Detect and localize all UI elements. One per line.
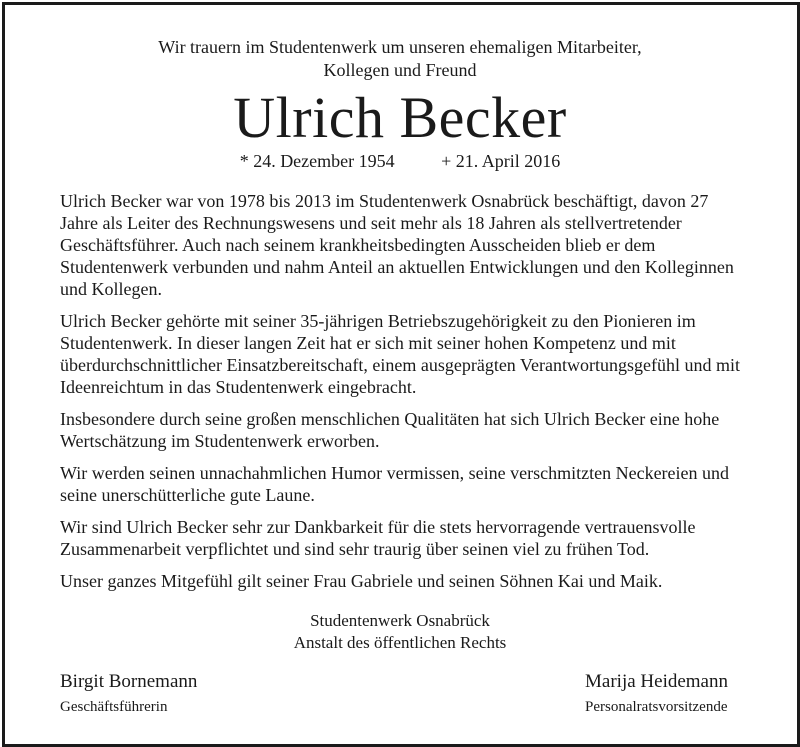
paragraph: Ulrich Becker war von 1978 bis 2013 im Studentenwerk Osnabrück beschäftigt, davon 27 Jahre als Leiter des Rechnungswesens und seit mehr als 18 Jahren als stellvertretender Geschäftsführer. Auch nach seinem krankheitsbedingten Ausscheiden blieb er dem Studentenwerk verbunden und nahm Anteil an aktuellen Entwicklungen und den Kolleginnen und Kollegen.: [60, 191, 734, 299]
paragraph: Unser ganzes Mitgefühl gilt seiner Frau Gabriele und seinen Söhnen Kai und Maik.: [60, 571, 663, 591]
intro-line: Wir trauern im Studentenwerk um unseren ehemaligen Mitarbeiter,: [158, 37, 642, 57]
organization-name: Studentenwerk Osnabrück: [310, 611, 490, 630]
paragraph: Ulrich Becker gehörte mit seiner 35-jährigen Betriebszugehörigkeit zu den Pionieren im Studentenwerk. In dieser langen Zeit hat er sich mit seiner hohen Kompetenz und mit überdurchschnittlicher Einsatzbereitschaft, einem ausgeprägten Verantwortungsgefühl und mit Ideenreichtum in das Studentenwerk eingebracht.: [60, 311, 740, 397]
obituary-body: [60, 190, 740, 592]
organization-type: Anstalt des öffentlichen Rechts: [293, 633, 507, 652]
paragraph: Wir werden seinen unnachahmlichen Humor vermissen, seine verschmitzten Neckereien und seine unerschütterliche gute Laune.: [60, 463, 730, 505]
signature-right: [585, 670, 728, 717]
signatory-name: Marija Heidemann: [585, 671, 728, 692]
intro-text: [0, 36, 800, 82]
paragraph: Wir sind Ulrich Becker sehr zur Dankbarkeit für die stets hervorragende vertrauensvolle Zusammenarbeit verpflichtet und sind sehr traurig über seinen viel zu frühen Tod.: [60, 517, 696, 559]
death-date: + 21. April 2016: [441, 151, 561, 171]
signatory-role: Geschäftsführerin: [60, 699, 168, 715]
deceased-name: Ulrich Becker: [233, 85, 567, 150]
life-dates: [0, 150, 800, 172]
signatory-role: Personalratsvorsitzende: [585, 699, 728, 715]
signatory-name: Birgit Bornemann: [60, 671, 198, 692]
paragraph: Insbesondere durch seine großen menschlichen Qualitäten hat sich Ulrich Becker eine hohe Wertschätzung im Studentenwerk erworben.: [60, 409, 720, 451]
organization-block: [0, 610, 800, 654]
birth-date: * 24. Dezember 1954: [239, 151, 395, 171]
intro-line: Kollegen und Freund: [323, 60, 477, 80]
signature-left: [60, 670, 197, 717]
